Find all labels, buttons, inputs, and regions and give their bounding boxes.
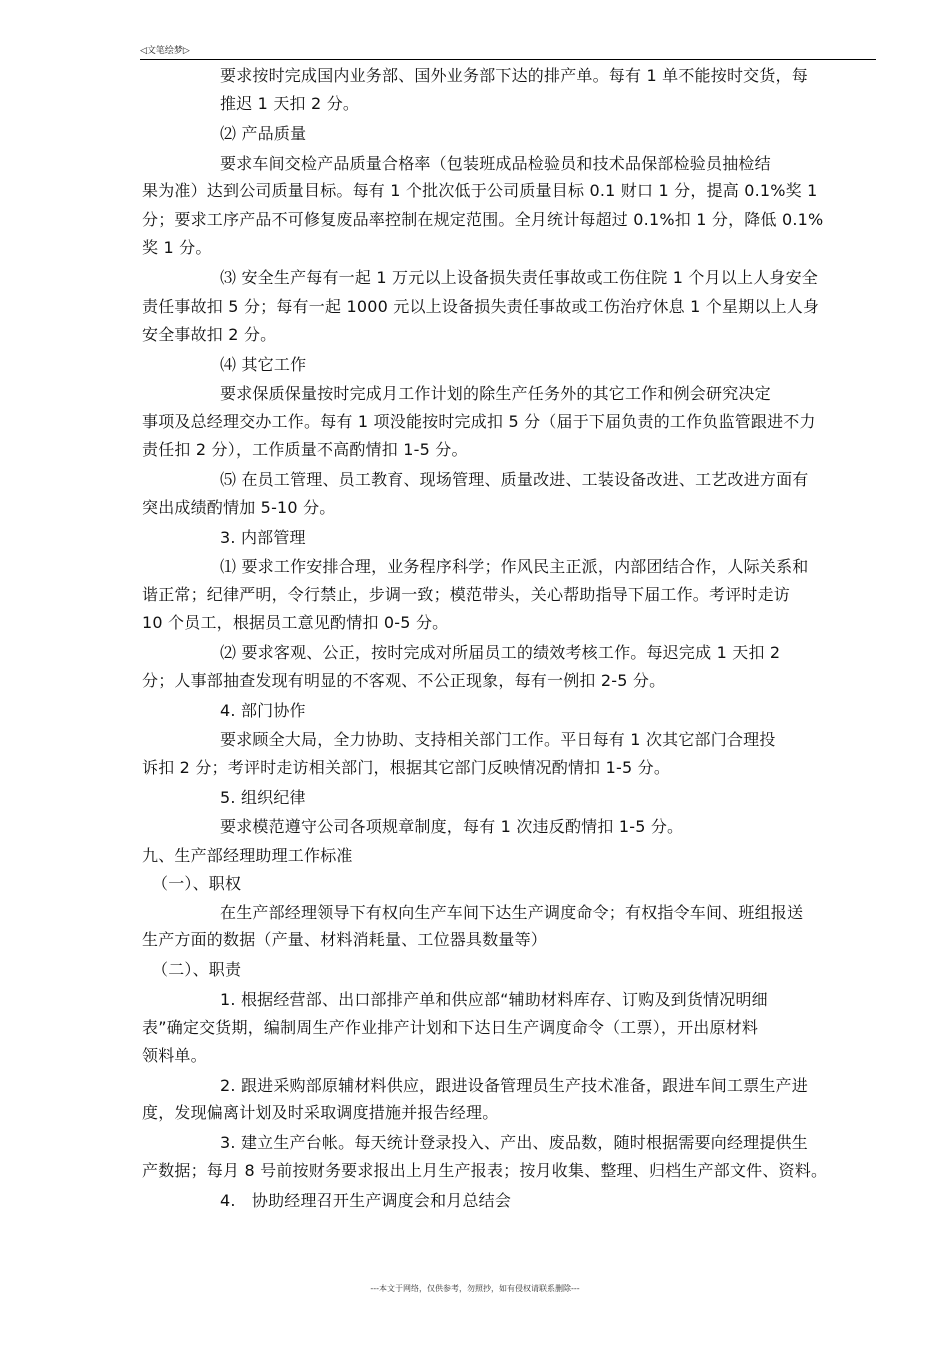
text-line: 2. 跟进采购部原辅材料供应，跟进设备管理员生产技术准备，跟进车间工票生产进 (220, 1076, 808, 1095)
page-header (140, 44, 876, 64)
text-line: 4. 协助经理召开生产调度会和月总结会 (220, 1191, 512, 1210)
text-line: 分；要求工序产品不可修复废品率控制在规定范围。全月统计每超过 0.1%扣 1 分，降低 0.1% (142, 210, 824, 229)
text-line: 表”确定交货期，编制周生产作业排产计划和下达日生产调度命令（工票），开出原材料 (142, 1018, 759, 1037)
text-line: 在生产部经理领导下有权向生产车间下达生产调度命令；有权指令车间、班组报送 (220, 903, 804, 922)
text-line: 要求顾全大局，全力协助、支持相关部门工作。平日每有 1 次其它部门合理投 (220, 730, 776, 749)
text-line: 奖 1 分。 (142, 238, 212, 257)
text-line: ⑵ 要求客观、公正，按时完成对所届员工的绩效考核工作。每迟完成 1 天扣 2 (220, 643, 781, 662)
text-line: ⑸ 在员工管理、员工教育、现场管理、质量改进、工装设备改进、工艺改进方面有 (220, 470, 809, 489)
text-line: 责任事故扣 5 分；每有一起 1000 元以上设备损失责任事故或工伤治疗休息 1 个星期以上人身 (142, 297, 820, 316)
text-line: 谐正常；纪律严明，令行禁止，步调一致；模范带头，关心帮助指导下届工作。考评时走访 (142, 585, 791, 604)
text-line: 要求保质保量按时完成月工作计划的除生产任务外的其它工作和例会研究决定 (220, 384, 771, 403)
text-line: 推迟 1 天扣 2 分。 (220, 94, 360, 113)
text-line: 领料单。 (142, 1046, 207, 1065)
text-line: 事项及总经理交办工作。每有 1 项没能按时完成扣 5 分（届于下届负责的工作负监管跟进不力 (142, 412, 816, 431)
text-line: 安全事故扣 2 分。 (142, 325, 277, 344)
text-line: 3. 建立生产台帐。每天统计登录投入、产出、废品数，随时根据需要向经理提供生 (220, 1133, 808, 1152)
text-line: （一）、职权 (152, 874, 242, 893)
text-line: 生产方面的数据（产量、材料消耗量、工位器具数量等） (142, 930, 548, 949)
text-line: 5. 组织纪律 (220, 788, 306, 807)
text-line: 4. 部门协作 (220, 701, 306, 720)
text-line: 3. 内部管理 (220, 528, 306, 547)
text-line: ⑶ 安全生产每有一起 1 万元以上设备损失责任事故或工伤住院 1 个月以上人身安全 (220, 268, 818, 287)
text-line: 要求车间交检产品质量合格率（包装班成品检验员和技术品保部检验员抽检结 (220, 154, 771, 173)
text-line: 要求模范遵守公司各项规章制度，每有 1 次违反酌情扣 1-5 分。 (220, 817, 684, 836)
text-line: 分；人事部抽查发现有明显的不客观、不公正现象，每有一例扣 2-5 分。 (142, 671, 666, 690)
text-line: 九、生产部经理助理工作标准 (142, 846, 353, 865)
text-line: 责任扣 2 分），工作质量不高酌情扣 1-5 分。 (142, 440, 468, 459)
text-line: 突出成绩酌情加 5-10 分。 (142, 498, 336, 517)
text-line: ⑵ 产品质量 (220, 124, 307, 143)
text-line: ⑷ 其它工作 (220, 355, 307, 374)
text-line: 产数据；每月 8 号前按财务要求报出上月生产报表；按月收集、整理、归档生产部文件、资料。 (142, 1161, 828, 1180)
text-line: 诉扣 2 分；考评时走访相关部门，根据其它部门反映情况酌情扣 1-5 分。 (142, 758, 671, 777)
text-line: 度，发现偏离计划及时采取调度措施并报告经理。 (142, 1103, 499, 1122)
header-logo-text: ◁文笔绘梦▷ (140, 46, 190, 56)
text-line: 1. 根据经营部、出口部排产单和供应部“辅助材料库存、订购及到货情况明细 (220, 990, 768, 1009)
page-footer: ---本文于网络，仅供参考，勿照抄，如有侵权请联系删除--- (370, 1284, 580, 1293)
header-rule (140, 59, 876, 60)
text-line: 要求按时完成国内业务部、国外业务部下达的排产单。每有 1 单不能按时交货，每 (220, 66, 808, 85)
text-line: ⑴ 要求工作安排合理，业务程序科学；作风民主正派，内部团结合作，人际关系和 (220, 557, 809, 576)
text-line: 10 个员工，根据员工意见酌情扣 0-5 分。 (142, 613, 449, 632)
text-line: 果为准）达到公司质量目标。每有 1 个批次低于公司质量目标 0.1 财口 1 分，提高 0.1%奖 1 (142, 181, 818, 200)
text-line: （二）、职责 (152, 960, 242, 979)
